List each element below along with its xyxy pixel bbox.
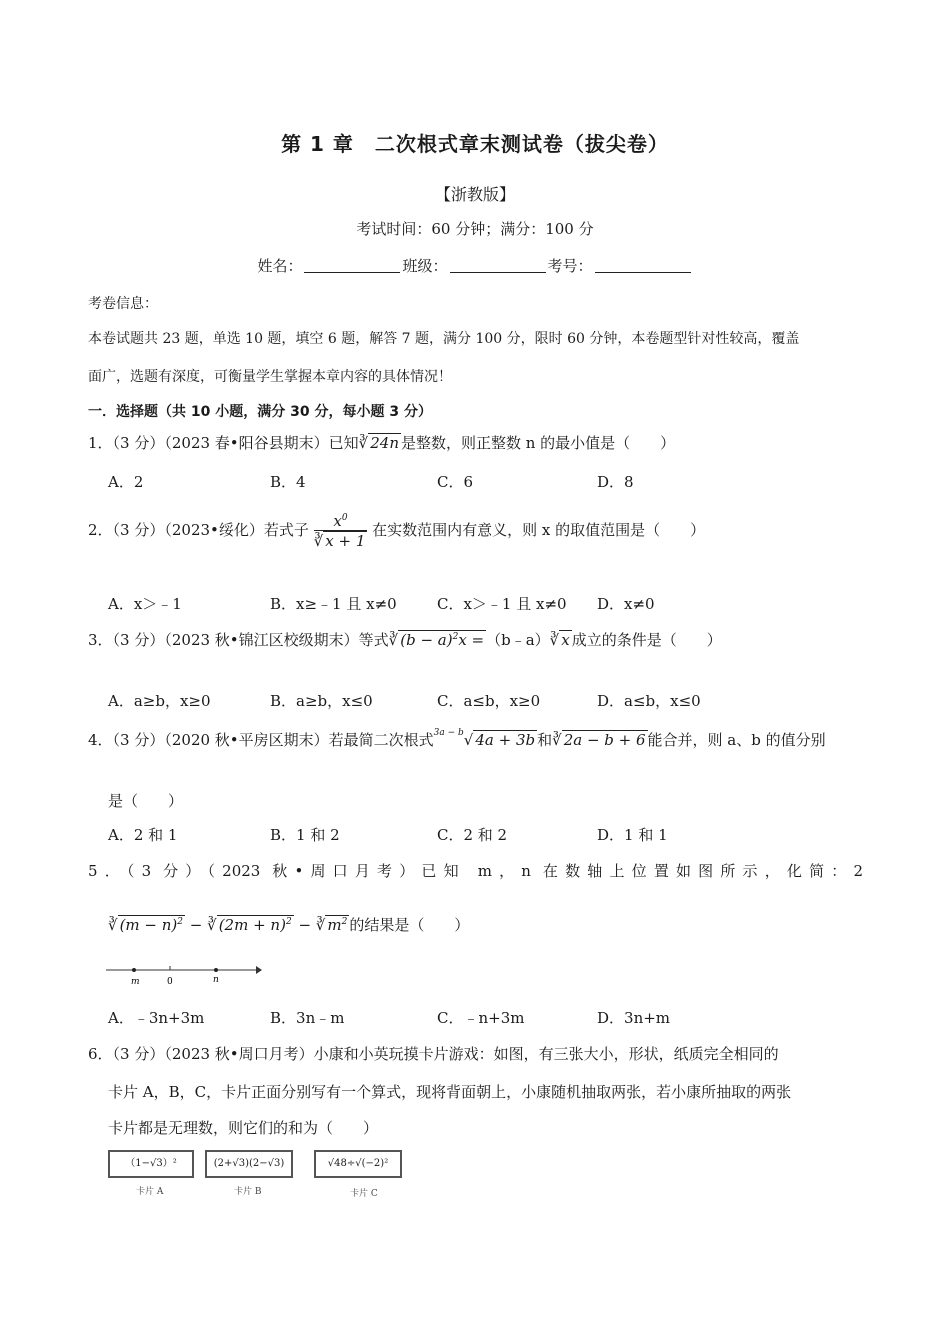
name-field[interactable] [304,258,400,273]
question-1: 1．（3 分）（2023 春•阳谷县期末）已知∛ 24n 是整数，则正整数 n 的最小值是（ ） [88,434,676,452]
question-3: 3．（3 分）（2023 秋•锦江区校级期末）等式∛ $(b - a)^2x$ = （b﹣a）∛ x 成立的条件是（ ） [88,631,722,649]
info-line-2: 面广，选题有深度，可衡量学生掌握本章内容的具体情况！ [88,369,452,385]
page-title: 第 1 章 二次根式章末测试卷（拔尖卷） [281,132,669,156]
q2-option-b[interactable]: B．x≥﹣1 且 x≠0 [270,595,397,613]
radicand: 24n [370,434,399,452]
arrow-icon [256,966,262,974]
card-a-label: 卡片 A [136,1187,164,1197]
student-fields [0,255,950,276]
point-n [214,968,218,972]
q5-option-c[interactable]: C．﹣n+3m [437,1009,525,1027]
q5-option-a[interactable]: A．﹣3n+3m [108,1009,205,1027]
number-field[interactable] [595,258,691,273]
number-line [104,960,264,990]
q4-option-b[interactable]: B．1 和 2 [270,826,340,844]
question-2: 2．（3 分）（2023•绥化）若式子 $\frac{x^0}{∛ x + 1}$ 在实数范围内有意义，则 x 的取值范围是（ ） [88,512,706,550]
q3-option-a[interactable]: A．a≥b，x≥0 [108,692,211,710]
question-4: 4．（3 分）（2020 秋•平房区期末）若最简二次根式$^{3a - b}$√ 4a + 3b 和∛ 2a − b + 6 能合并，则 a、b 的值分别 [88,728,826,749]
q4-option-a[interactable]: A．2 和 1 [108,826,178,844]
question-6-line-2: 卡片 A，B，C，卡片正面分别写有一个算式，现将背面朝上，小康随机抽取两张，若小康所抽取的两张 [108,1083,792,1101]
question-6-line-3: 卡片都是无理数，则它们的和为（ ） [108,1119,379,1137]
question-4-cont: 是（ ） [108,792,184,810]
q1-option-c[interactable]: C．6 [437,473,474,491]
question-5-expr: ∛ $(m - n)^2$ − ∛ $(2m + n)^2$ − ∛ $m^2$ 的结果是（ ） [108,916,470,934]
section-heading: 一．选择题（共 10 小题，满分 30 分，每小题 3 分） [88,404,432,420]
edition-label: 【浙教版】 [434,185,515,204]
q4-option-c[interactable]: C．2 和 2 [437,826,508,844]
q1-option-b[interactable]: B．4 [270,473,306,491]
class-label: 班级： [402,257,448,275]
card-c: √48÷√(−2)² [314,1150,402,1178]
card-c-label: 卡片 C [350,1189,378,1199]
info-line-1: 本卷试题共 23 题，单选 10 题，填空 6 题，解答 7 题，满分 100 分，限时 60 分钟，本卷题型针对性较高，覆盖 [88,331,800,347]
q4-option-d[interactable]: D．1 和 1 [597,826,668,844]
card-b: (2+√3)(2−√3) [205,1150,293,1178]
fraction: $\frac{x^0}{∛ x + 1}$ [313,512,366,550]
point-m [132,968,136,972]
card-a: （1−√3）² [108,1150,194,1178]
label-n: n [213,975,219,985]
q2-option-d[interactable]: D．x≠0 [597,595,655,613]
class-field[interactable] [450,258,546,273]
q5-option-b[interactable]: B．3n﹣m [270,1009,345,1027]
card-b-label: 卡片 B [234,1187,262,1197]
name-label: 姓名： [257,257,303,275]
q5-option-d[interactable]: D．3n+m [597,1009,671,1027]
label-m: m [131,977,140,987]
q2-option-a[interactable]: A．x＞﹣1 [108,595,182,613]
q2-option-c[interactable]: C．x＞﹣1 且 x≠0 [437,595,567,613]
number-label: 考号： [547,257,593,275]
q3-option-b[interactable]: B．a≥b，x≤0 [270,692,373,710]
question-6-line-1: 6．（3 分）（2023 秋•周口月考）小康和小英玩摸卡片游戏：如图，有三张大小，形状，纸质完全相同的 [88,1045,779,1063]
q3-option-c[interactable]: C．a≤b，x≥0 [437,692,541,710]
q3-option-d[interactable]: D．a≤b，x≤0 [597,692,701,710]
label-zero: 0 [167,977,173,987]
info-heading: 考卷信息： [88,296,158,312]
q1-option-d[interactable]: D．8 [597,473,634,491]
exam-info: 考试时间：60 分钟；满分：100 分 [356,220,594,238]
question-5: 5．（3 分）（2023 秋•周口月考）已知 m，n 在数轴上位置如图所示，化简：2 [88,862,864,880]
q1-option-a[interactable]: A．2 [108,473,144,491]
